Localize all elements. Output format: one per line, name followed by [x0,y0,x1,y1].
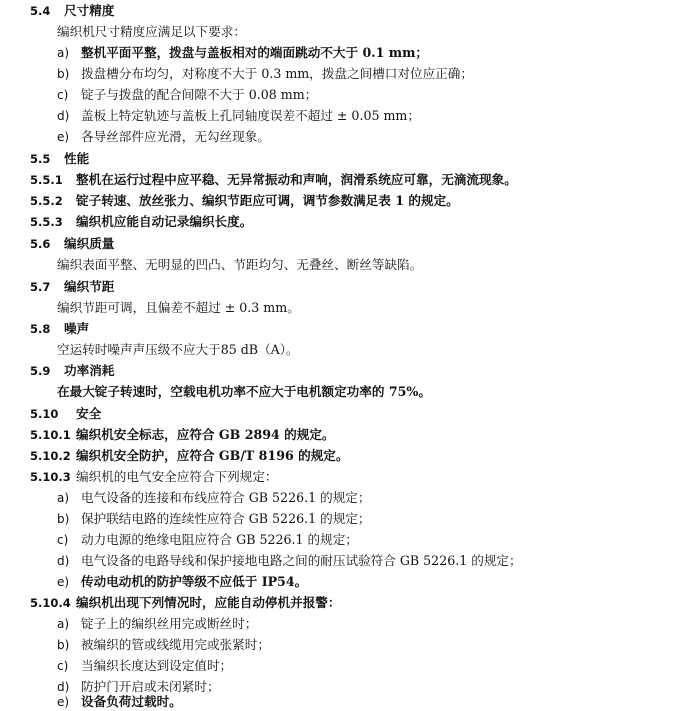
list-letter: e) [57,130,70,144]
clause-number: 5.5.2 [30,194,63,208]
clause-number: 5.10.3 [30,470,71,484]
list-letter: c) [57,533,69,547]
section-5-4-heading [30,3,114,19]
section-title: 功率消耗 [64,363,115,378]
list-item [57,574,307,590]
list-item [57,490,370,506]
clause-text: 锭子转速、放丝张力、编织节距应可调，调节参数满足表 1 的规定。 [76,193,459,208]
section-5-7-heading [30,279,114,295]
list-item [57,694,182,710]
list-letter: d) [57,109,70,123]
list-letter: e) [57,575,70,589]
section-5-5-heading [30,151,89,167]
clause-5-10-1 [30,427,335,443]
section-title: 噪声 [64,321,90,336]
list-letter: c) [57,659,69,673]
clause-5-10-2 [30,448,348,464]
section-title: 性能 [64,151,90,166]
list-text: 防护门开启或未闭紧时； [81,679,220,694]
list-text: 锭子上的编织丝用完或断丝时； [81,616,258,631]
clause-text: 编织机应能自动记录编织长度。 [76,214,253,229]
section-number: 5.9 [30,364,51,378]
list-text: 拨盘槽分布均匀，对称度不大于 0.3 mm，拨盘之间槽口对位应正确； [81,66,473,81]
list-text: 被编织的管或线缆用完或张紧时； [81,637,270,652]
list-letter: e) [57,695,70,709]
clause-text: 编织机安全防护，应符合 GB/T 8196 的规定。 [76,448,349,463]
section-number: 5.7 [30,280,51,294]
list-text: 盖板上特定轨迹与盖板上孔同轴度误差不超过 ± 0.05 mm； [81,108,420,123]
list-text: 当编织长度达到设定值时； [81,658,233,673]
clause-text: 编织机出现下列情况时，应能自动停机并报警： [76,595,341,610]
list-letter: b) [57,638,70,652]
section-number: 5.8 [30,322,51,336]
clause-5-5-3 [30,214,252,230]
list-item [57,511,370,527]
list-item [57,679,220,695]
list-item [57,66,473,82]
section-5-9-heading [30,363,114,379]
list-text: 各导丝部件应光滑，无勾丝现象。 [81,129,270,144]
clause-text: 整机在运行过程中应平稳、无异常振动和声响，润滑系统应可靠，无滴流现象。 [76,172,517,187]
section-title: 尺寸精度 [64,3,115,18]
section-title: 编织质量 [64,236,115,251]
list-letter: b) [57,512,70,526]
list-text: 保护联结电路的连续性应符合 GB 5226.1 的规定； [81,511,371,526]
section-5-7-body: 编织节距可调，且偏差不超过 ± 0.3 mm。 [57,300,300,315]
section-number: 5.6 [30,237,51,251]
list-letter: c) [57,88,69,102]
list-text: 锭子与拨盘的配合间隙不大于 0.08 mm； [81,87,318,102]
section-number: 5.10 [30,407,59,421]
clause-number: 5.10.4 [30,596,71,610]
clause-5-5-2 [30,193,459,209]
list-item [57,616,257,632]
clause-number: 5.5.3 [30,215,63,229]
list-text: 电气设备的连接和布线应符合 GB 5226.1 的规定； [81,490,371,505]
list-item [57,87,317,103]
list-letter: d) [57,554,70,568]
list-text: 传动电动机的防护等级不应低于 IP54。 [81,574,308,589]
list-letter: a) [57,491,70,505]
list-item [57,658,232,674]
section-title: 编织节距 [64,279,115,294]
clause-number: 5.5.1 [30,173,63,187]
list-item [57,45,428,61]
clause-5-10-4 [30,595,340,611]
list-text: 整机平面平整，拨盘与盖板相对的端面跳动不大于 0.1 mm； [81,45,428,60]
clause-text: 编织机安全标志，应符合 GB 2894 的规定。 [76,427,335,442]
section-number: 5.5 [30,152,51,166]
list-item [57,532,358,548]
section-5-4-intro: 编织机尺寸精度应满足以下要求： [57,24,246,39]
list-item [57,108,420,124]
list-item [57,129,270,145]
section-number: 5.4 [30,4,51,18]
clause-text: 编织机的电气安全应符合下列规定： [76,469,278,484]
section-5-6-heading [30,236,114,252]
list-text: 电气设备的电路导线和保护接地电路之间的耐压试验符合 GB 5226.1 的规定； [81,553,522,568]
section-5-8-body: 空运转时噪声声压级不应大于85 dB（A）。 [57,342,299,357]
clause-number: 5.10.1 [30,428,71,442]
section-5-10-heading [30,406,101,422]
list-item [57,637,270,653]
list-item [57,553,522,569]
section-5-8-heading [30,321,89,337]
list-text: 设备负荷过载时。 [81,694,182,709]
list-letter: b) [57,67,70,81]
list-letter: d) [57,680,70,694]
list-letter: a) [57,46,70,60]
clause-5-10-3 [30,469,278,485]
clause-5-5-1 [30,172,517,188]
section-title: 安全 [76,406,102,421]
list-text: 动力电源的绝缘电阻应符合 GB 5226.1 的规定； [81,532,358,547]
section-5-6-body: 编织表面平整、无明显的凹凸、节距均匀、无叠丝、断丝等缺陷。 [57,257,423,272]
list-letter: a) [57,617,70,631]
section-5-9-body: 在最大锭子转速时，空载电机功率不应大于电机额定功率的 75%。 [57,384,431,399]
clause-number: 5.10.2 [30,449,71,463]
